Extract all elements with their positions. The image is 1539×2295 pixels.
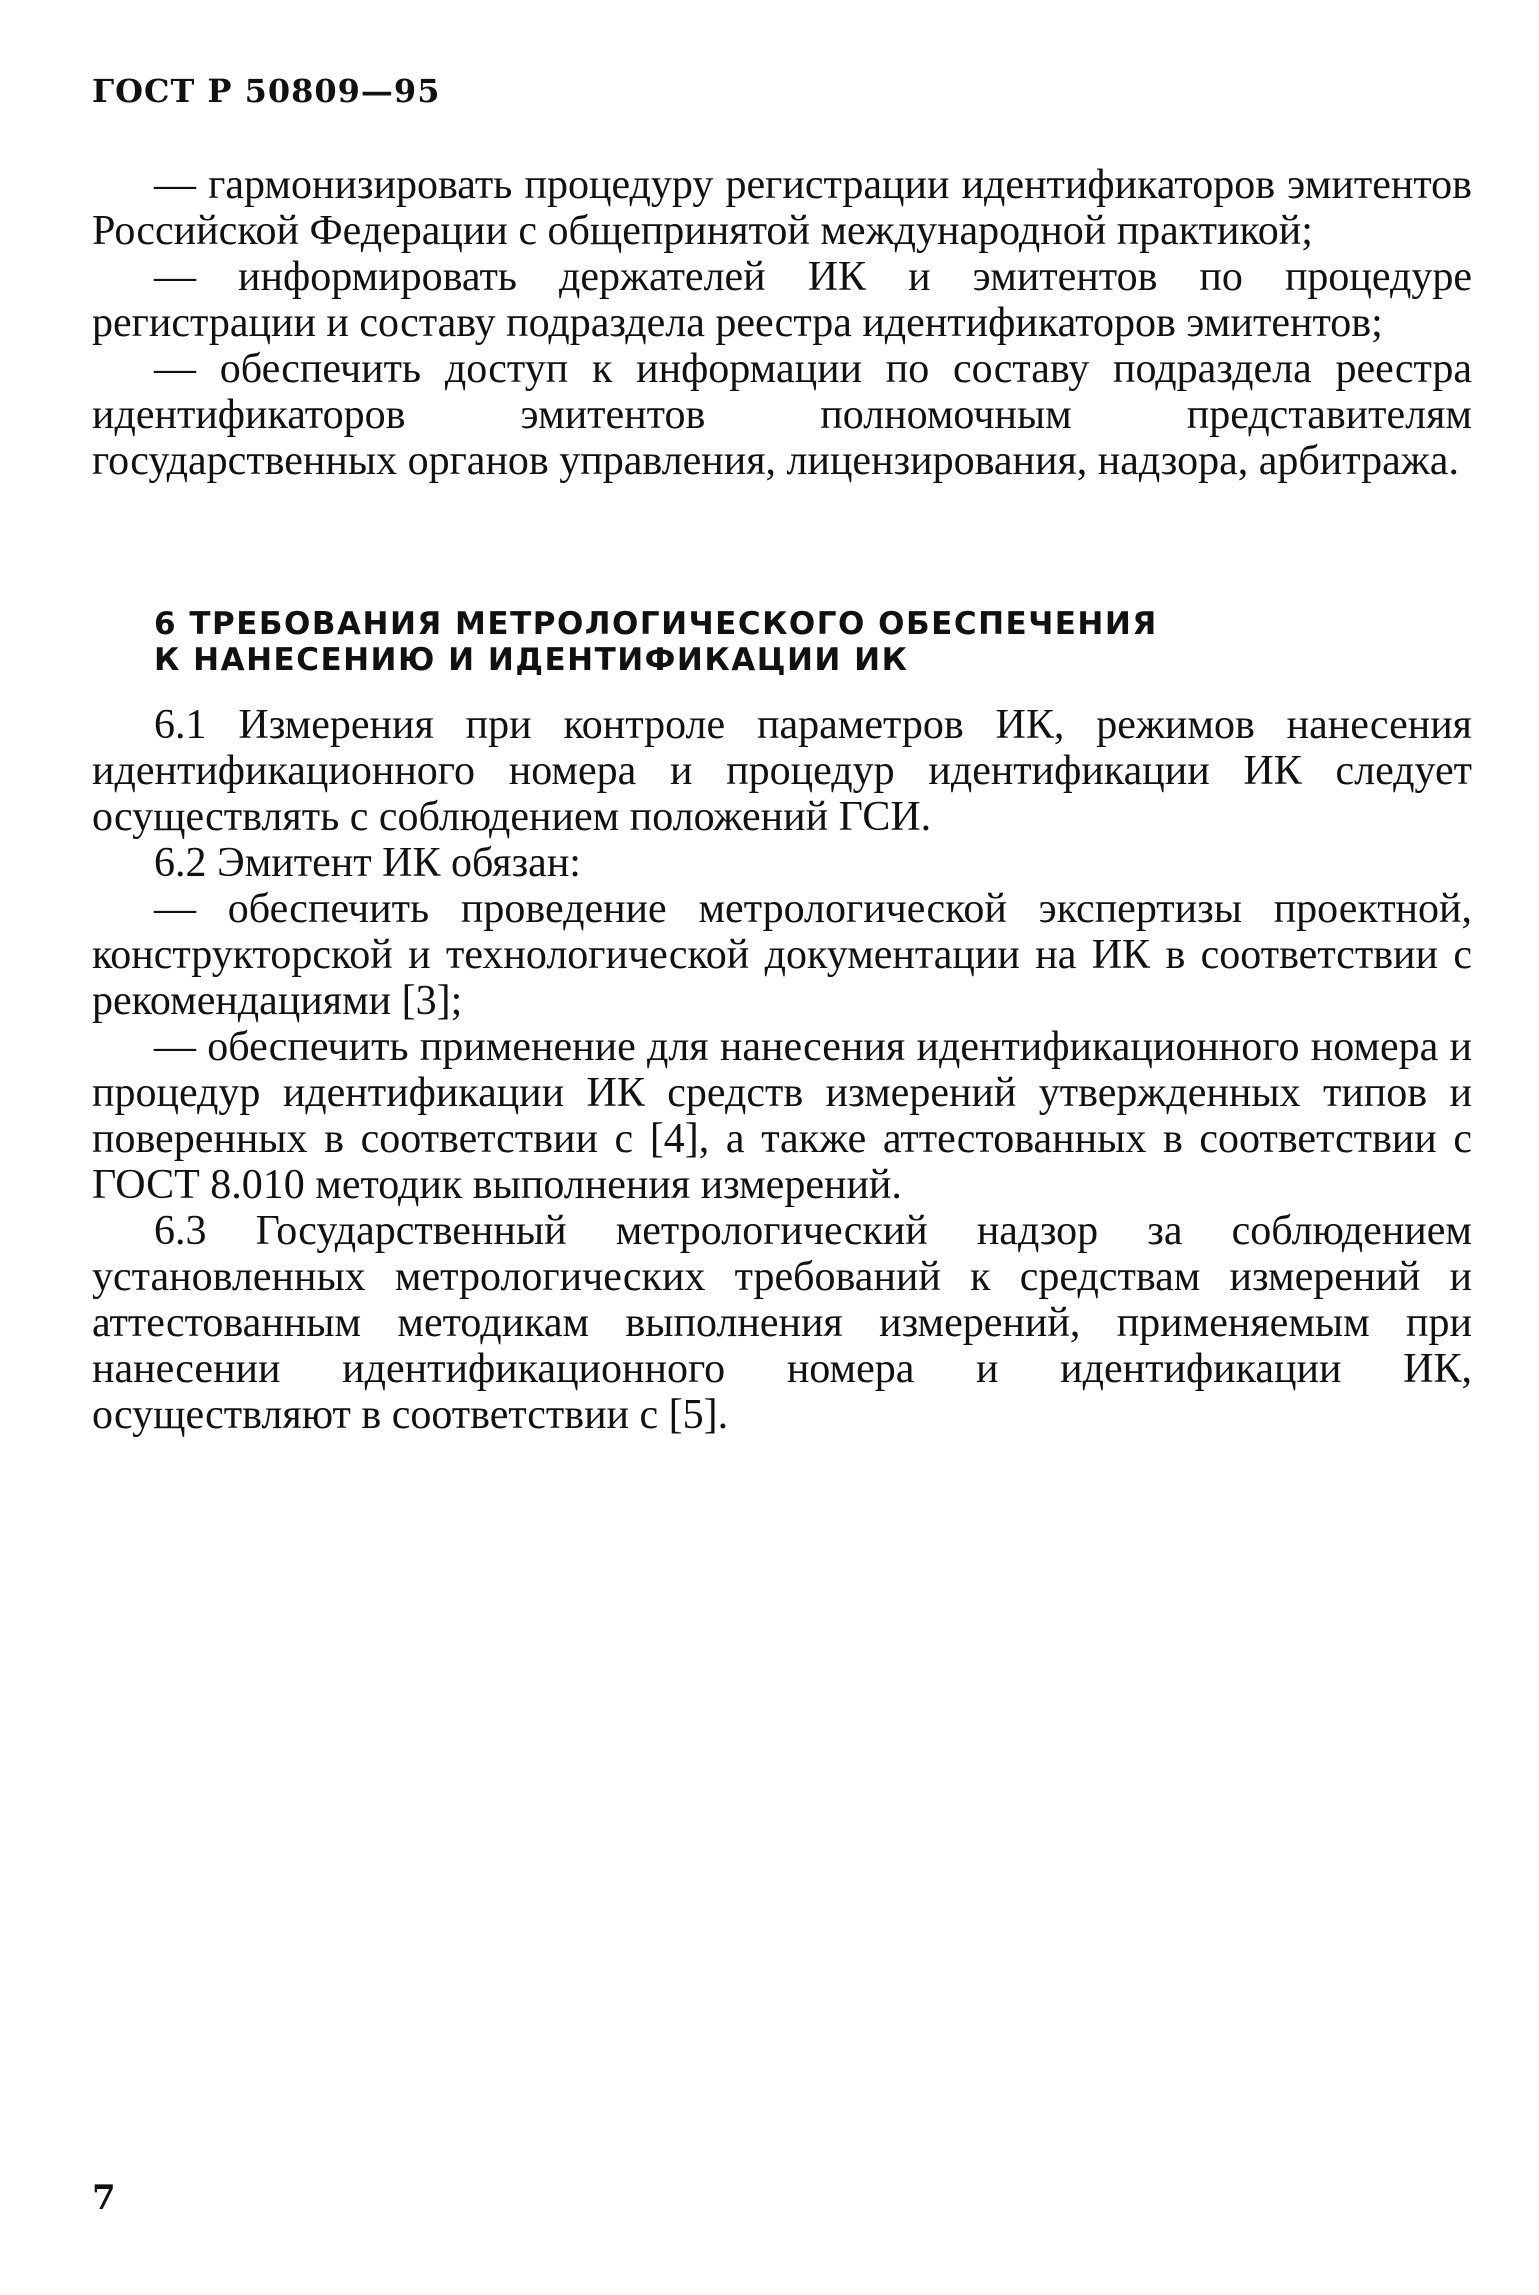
intro-list [92, 162, 1472, 484]
page-number: 7 [92, 2178, 116, 2218]
list-item: — обеспечить проведение метрологической экспертизы проектной, конструкторской и технологической документации на ИК в соответствии с рекомендациями [3]; [92, 886, 1472, 1024]
paragraph-6-2: 6.2 Эмитент ИК обязан: [154, 840, 581, 886]
list-item: — обеспечить применение для нанесения идентификационного номера и процедур идентификации ИК средств измерений утвержденных типов и поверенных в соответствии с [4], а также аттестованных в соответствии с ГОСТ 8.010 методик выполнения измерений. [92, 1024, 1472, 1208]
paragraph-6-3: 6.3 Государственный метрологический надзор за соблюдением установленных метрологических требований к средствам измерений и аттестованным методикам выполнения измерений, применяемым при нанесении идентификационного номера и идентификации ИК, осуществляют в соответствии с [5]. [92, 1208, 1472, 1438]
paragraph-6-1: 6.1 Измерения при контроле параметров ИК, режимов нанесения идентификационного номера и процедур идентификации ИК следует осуществлять с соблюдением положений ГСИ. [92, 702, 1472, 840]
list-item: — гармонизировать процедуру регистрации идентификаторов эмитентов Российской Федерации с общепринятой международной практикой; [92, 162, 1472, 254]
document-code-header: ГОСТ Р 50809—95 [92, 72, 441, 110]
list-item: — информировать держателей ИК и эмитентов по процедуре регистрации и составу подраздела реестра идентификаторов эмитентов; [92, 254, 1472, 346]
section-heading-line-1: 6 ТРЕБОВАНИЯ МЕТРОЛОГИЧЕСКОГО ОБЕСПЕЧЕНИЯ [154, 606, 1158, 642]
section-6-heading [154, 606, 1404, 678]
section-6-body [92, 702, 1472, 1438]
section-heading-line-2: К НАНЕСЕНИЮ И ИДЕНТИФИКАЦИИ ИК [154, 642, 909, 678]
list-item: — обеспечить доступ к информации по составу подраздела реестра идентификаторов эмитентов полномочным представителям государственных органов управления, лицензирования, надзора, арбитража. [92, 346, 1472, 484]
